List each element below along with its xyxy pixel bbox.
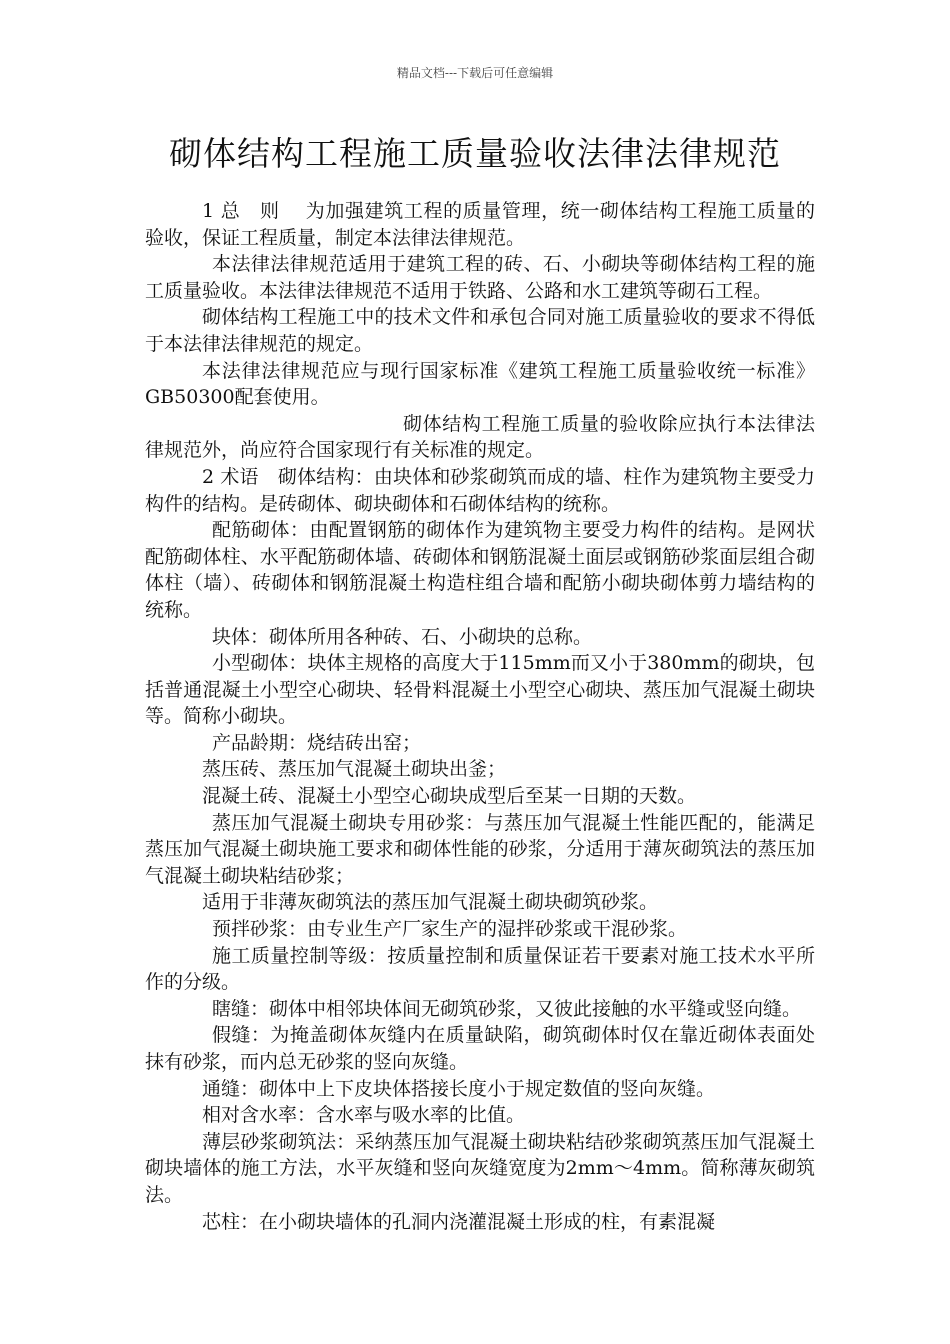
paragraph-term-masonry-structure: 2 术语 砌体结构：由块体和砂浆砌筑而成的墙、柱作为建筑物主要受力构件的结构。是砖砌体、砌块砌体和石砌体结构的统称。	[145, 465, 815, 515]
paragraph-general-provisions: 1 总 则 为加强建筑工程的质量管理，统一砌体结构工程施工质量的验收，保证工程质量，制定本法律法律规范。	[145, 200, 815, 249]
paragraph-other-standards: 砌体结构工程施工质量的验收除应执行本法律法律规范外，尚应符合国家现行有关标准的规定。	[145, 412, 815, 462]
document-title: 砌体结构工程施工质量验收法律法律规范	[169, 134, 781, 173]
paragraph-product-age-concrete: 混凝土砖、混凝土小型空心砌块成型后至某一日期的天数。	[202, 785, 697, 808]
paragraph-term-product-age: 产品龄期：烧结砖出窑；	[212, 731, 422, 754]
paragraph-term-quality-control-grade: 施工质量控制等级：按质量控制和质量保证若干要素对施工技术水平所作的分级。	[145, 944, 815, 994]
paragraph-term-ready-mix-mortar: 预拌砂浆：由专业生产厂家生产的湿拌砂浆或干混砂浆。	[212, 918, 688, 941]
paragraph-term-block: 块体：砌体所用各种砖、石、小砌块的总称。	[212, 625, 593, 648]
paragraph-term-relative-moisture: 相对含水率：含水率与吸水率的比值。	[202, 1104, 526, 1127]
document-body	[145, 198, 815, 1235]
paragraph-term-core-column: 芯柱：在小砌块墙体的孔洞内浇灌混凝土形成的柱，有素混凝	[202, 1210, 716, 1233]
paragraph-contract-requirements: 砌体结构工程施工中的技术文件和承包合同对施工质量验收的要求不得低于本法律法律规范的规定。	[145, 306, 815, 355]
paragraph-term-continuous-joint: 通缝：砌体中上下皮块体搭接长度小于规定数值的竖向灰缝。	[202, 1077, 716, 1100]
paragraph-term-reinforced-masonry: 配筋砌体：由配置钢筋的砌体作为建筑物主要受力构件的结构。是网状配筋砌体柱、水平配筋砌体墙、砖砌体和钢筋混凝土面层或钢筋砂浆面层组合砌体柱（墙）、砖砌体和钢筋混凝土构造柱组合墙和配筋小砌块砌体剪力墙结构的统称。	[145, 519, 815, 621]
paragraph-term-thin-layer-method: 薄层砂浆砌筑法：采纳蒸压加气混凝土砌块粘结砂浆砌筑蒸压加气混凝土砌块墙体的施工方法，水平灰缝和竖向灰缝宽度为2mm～4mm。简称薄灰砌筑法。	[145, 1130, 815, 1206]
paragraph-term-false-joint: 假缝：为掩盖砌体灰缝内在质量缺陷，砌筑砌体时仅在靠近砌体表面处抹有砂浆，而内总无砂浆的竖向灰缝。	[145, 1024, 815, 1073]
paragraph-term-aac-mortar: 蒸压加气混凝土砌块专用砂浆：与蒸压加气混凝土性能匹配的，能满足蒸压加气混凝土砌块施工要求和砌体性能的砂浆，分适用于薄灰砌筑法的蒸压加气混凝土砌块粘结砂浆；	[145, 811, 815, 887]
paragraph-aac-masonry-mortar: 适用于非薄灰砌筑法的蒸压加气混凝土砌块砌筑砂浆。	[202, 891, 659, 914]
paragraph-standard-gb50300: 本法律法律规范应与现行国家标准《建筑工程施工质量验收统一标准》GB50300配套使用。	[145, 359, 815, 409]
paragraph-scope: 本法律法律规范适用于建筑工程的砖、石、小砌块等砌体结构工程的施工质量验收。本法律法律规范不适用于铁路、公路和水工建筑等砌石工程。	[145, 253, 815, 302]
page-header: 精品文档---下载后可任意编辑	[396, 66, 554, 80]
paragraph-product-age-autoclaved: 蒸压砖、蒸压加气混凝土砌块出釜；	[202, 758, 507, 781]
paragraph-term-blind-joint: 瞎缝：砌体中相邻块体间无砌筑砂浆，又彼此接触的水平缝或竖向缝。	[212, 997, 802, 1020]
paragraph-term-small-block: 小型砌体：块体主规格的高度大于115mm而又小于380mm的砌块，包括普通混凝土小型空心砌块、轻骨料混凝土小型空心砌块、蒸压加气混凝土砌块等。简称小砌块。	[145, 652, 815, 728]
